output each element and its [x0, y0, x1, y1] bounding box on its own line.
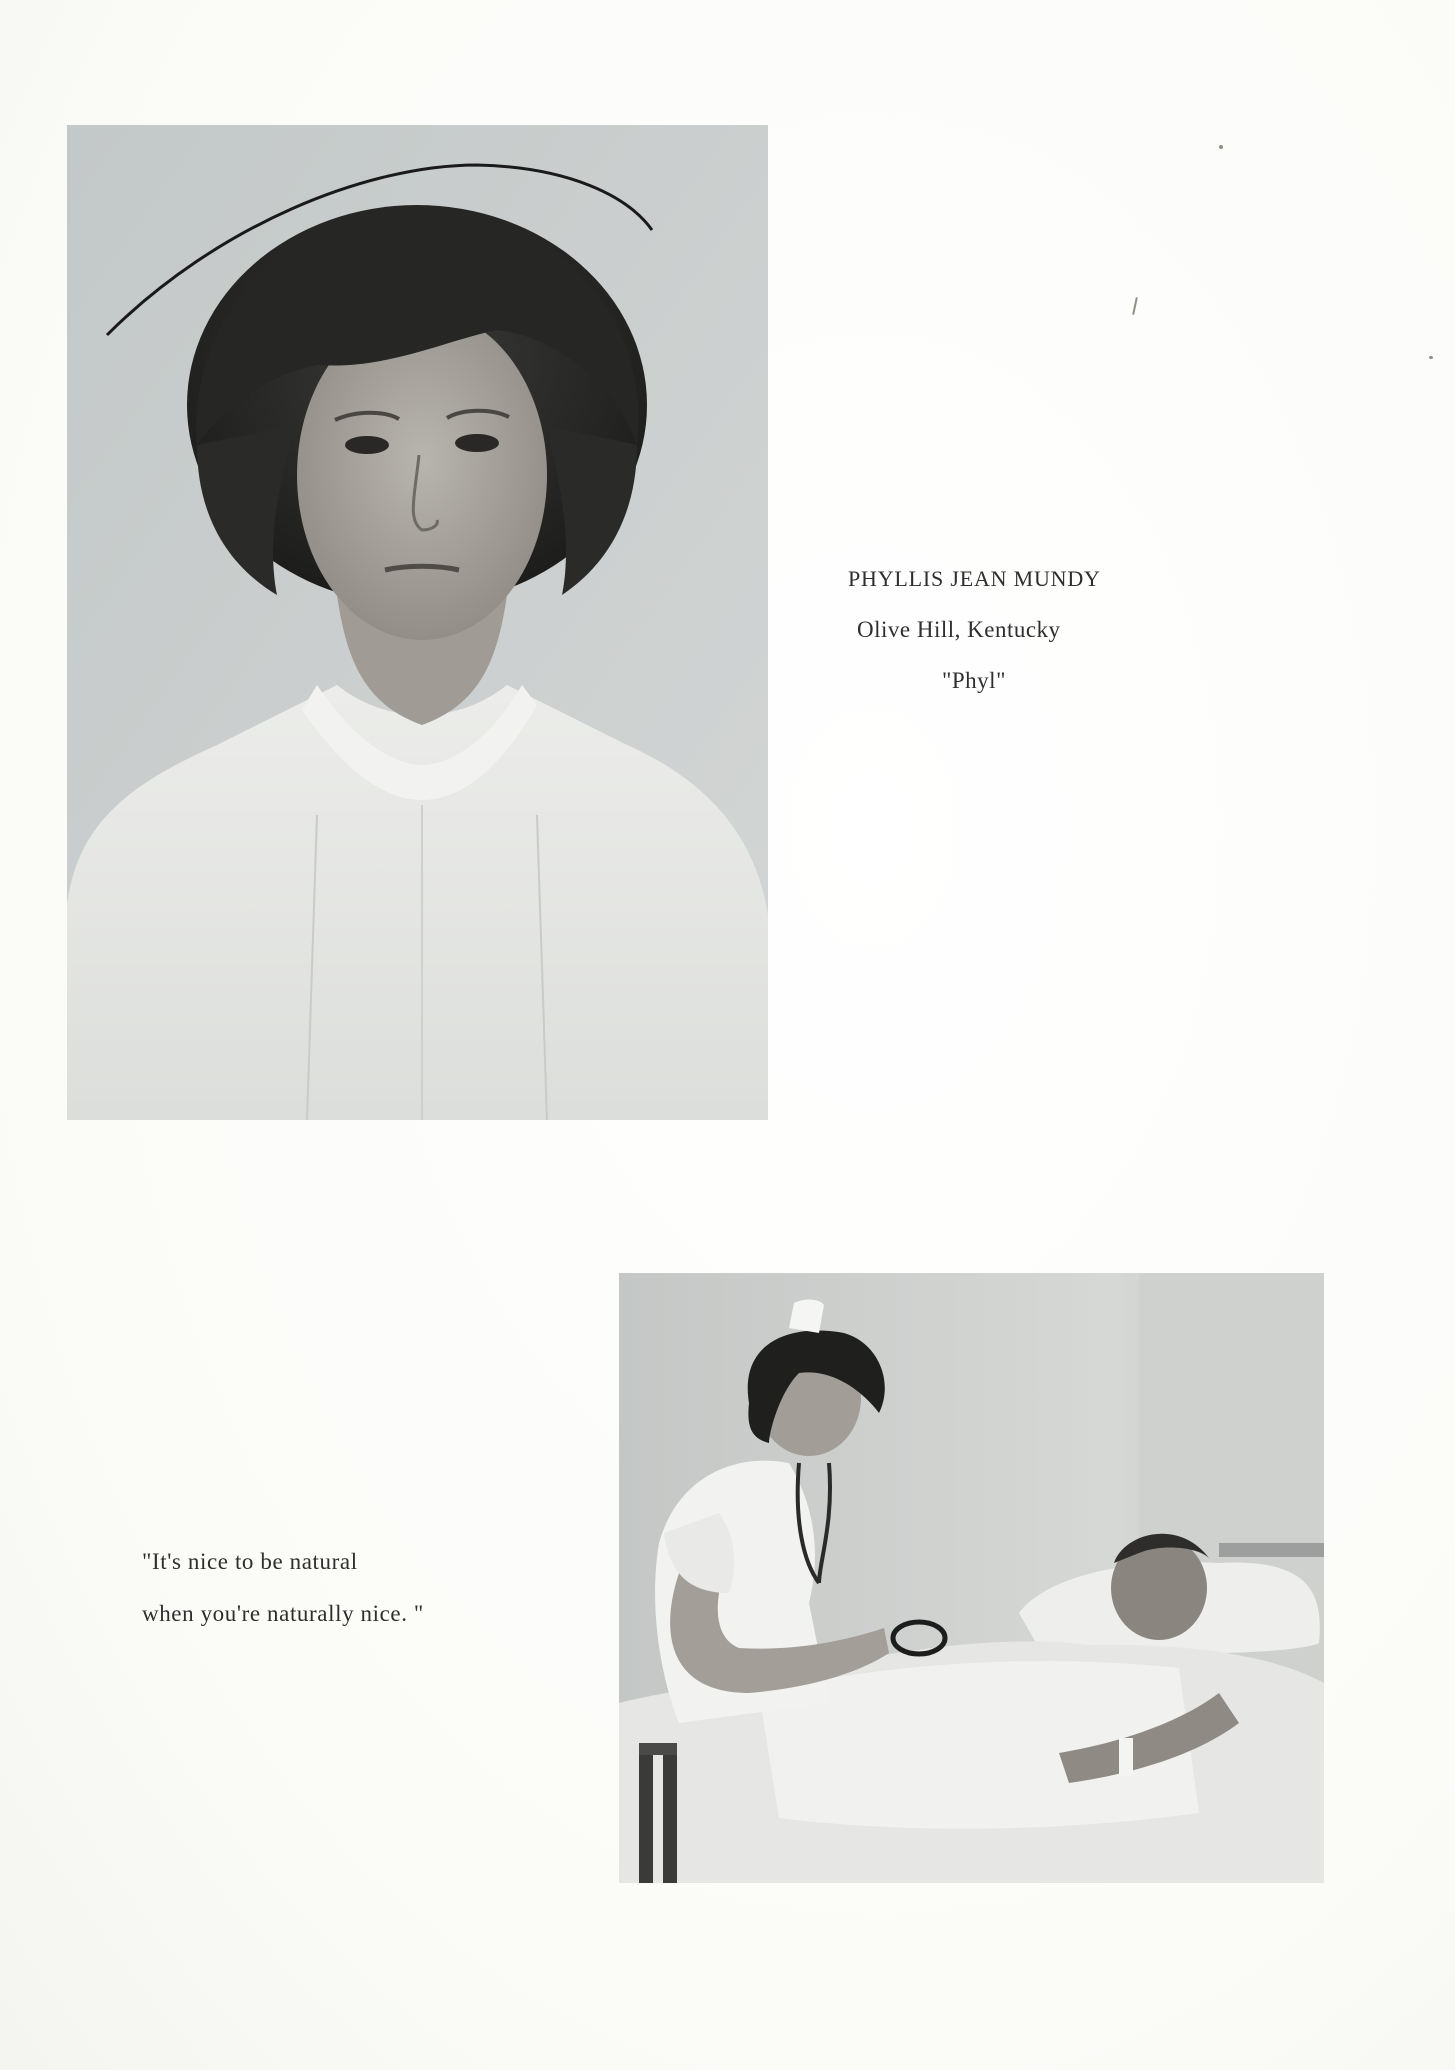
senior-nickname: "Phyl"	[942, 668, 1006, 693]
paper-speck	[1429, 356, 1433, 359]
senior-name: PHYLLIS JEAN MUNDY	[848, 566, 1101, 591]
quote-line-1: "It's nice to be natural	[142, 1549, 358, 1574]
senior-hometown: Olive Hill, Kentucky	[857, 617, 1061, 642]
paper-speck	[1219, 145, 1223, 149]
nurse-with-patient-photo	[619, 1273, 1324, 1883]
senior-portrait-photo	[67, 125, 768, 1120]
quote-line-2: when you're naturally nice. "	[142, 1601, 424, 1626]
paper-speck	[1132, 297, 1138, 315]
